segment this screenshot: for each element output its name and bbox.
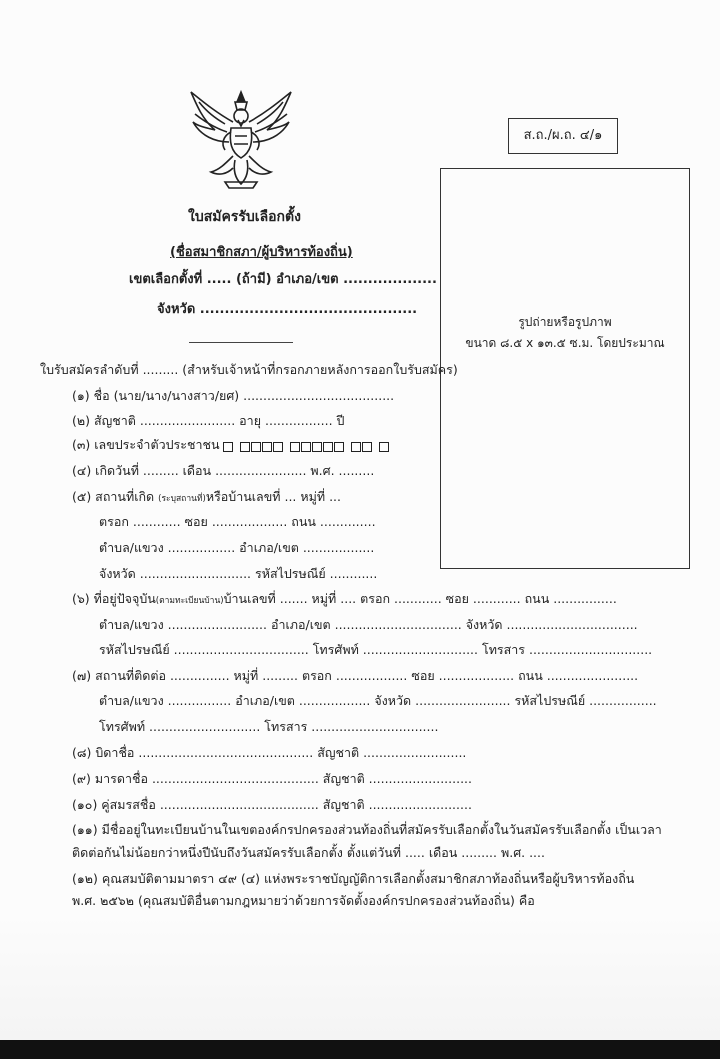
current-address-detail: บ้านเลขที่ ....... หมู่ที่ .... ตรอก ............ ซอย ............ ถนน ................ — [223, 591, 617, 606]
field-name: (๑) ชื่อ (นาย/นาง/นางสาว/ยศ) ...................................... — [72, 388, 395, 403]
field-nationality-age: (๒) สัญชาติ ........................ อายุ ................. ปี — [72, 413, 345, 428]
current-address-label: (๖) ที่อยู่ปัจจุบัน — [72, 591, 156, 606]
field-residency-line-1: (๑๑) มีชื่ออยู่ในทะเบียนบ้านในเขตองค์กรปกครองส่วนท้องถิ่นที่สมัครรับเลือกตั้งในวันสมัครรับเลือกตั้ง เป็นเวลา — [72, 822, 662, 837]
field-birthdate: (๔) เกิดวันที่ ......... เดือน ....................... พ.ศ. ......... — [72, 463, 375, 478]
contact-address-line-2: ตำบล/แขวง ................ อำเภอ/เขต .................. จังหวัด ........................ รหัสไปรษณีย์ ................. — [99, 693, 657, 708]
form-subtitle: (ชื่อสมาชิกสภา/ผู้บริหารท้องถิ่น) — [170, 245, 353, 260]
form-code-box — [508, 118, 618, 154]
field-residency-line-2: ติดต่อกันไม่น้อยกว่าหนึ่งปีนับถึงวันสมัครรับเลือกตั้ง ตั้งแต่วันที่ ..... เดือน ......... พ.ศ. .... — [72, 845, 545, 860]
contact-address-line-3: โทรศัพท์ ............................ โทรสาร ................................ — [99, 719, 439, 734]
birthplace-address: หรือบ้านเลขที่ ... หมู่ที่ ... — [205, 489, 341, 504]
province-line: จังหวัด ............................................ — [157, 302, 418, 317]
blank-page-bottom — [0, 912, 720, 1040]
photo-box-label: รูปถ่ายหรือรูปภาพ — [518, 315, 612, 329]
birthplace-label: (๕) สถานที่เกิด — [72, 489, 155, 504]
field-citizen-id — [72, 435, 390, 455]
current-address-note: (ตามทะเบียนบ้าน) — [155, 596, 224, 606]
bottom-edge-strip — [0, 1040, 720, 1059]
field-qualification-line-1: (๑๒) คุณสมบัติตามมาตรา ๔๙ (๔) แห่งพระราชบัญญัติการเลือกตั้งสมาชิกสภาท้องถิ่นหรือผู้บริหารท้องถิ่น — [72, 871, 635, 886]
birthplace-note: (ระบุสถานที่) — [158, 494, 206, 504]
form-code: ส.ถ./ผ.ถ. ๔/๑ — [523, 128, 603, 143]
receipt-number-line: ใบรับสมัครลำดับที่ ......... (สำหรับเจ้าหน้าที่กรอกภายหลังการออกใบรับสมัคร) — [40, 362, 458, 377]
current-address-line-2: ตำบล/แขวง ......................... อำเภอ/เขต ................................ จังหวัด ................................. — [99, 617, 638, 632]
photo-box — [440, 168, 690, 569]
citizen-id-boxes[interactable] — [223, 438, 390, 453]
citizen-id-label: (๓) เลขประจำตัวประชาชน — [72, 437, 220, 452]
field-current-address — [72, 589, 617, 609]
form-title: ใบสมัครรับเลือกตั้ง — [188, 209, 301, 225]
field-qualification-line-2: พ.ศ. ๒๕๖๒ (คุณสมบัติอื่นตามกฎหมายว่าด้วยการจัดตั้งองค์กรปกครองส่วนท้องถิ่น) คือ — [72, 893, 535, 908]
birthplace-line-3: ตำบล/แขวง ................. อำเภอ/เขต .................. — [99, 540, 375, 555]
photo-box-size: ขนาด ๘.๕ x ๑๓.๕ ซ.ม. โดยประมาณ — [465, 336, 665, 350]
field-mother: (๙) มารดาชื่อ .......................................... สัญชาติ .......................... — [72, 771, 472, 786]
field-father: (๘) บิดาชื่อ ............................................ สัญชาติ .......................... — [72, 745, 467, 760]
divider — [189, 342, 293, 343]
field-spouse: (๑๐) คู่สมรสชื่อ ........................................ สัญชาติ .......................... — [72, 797, 472, 812]
birthplace-line-2: ตรอก ............ ซอย ................... ถนน .............. — [99, 514, 376, 529]
garuda-emblem-icon — [185, 86, 297, 190]
current-address-line-3: รหัสไปรษณีย์ .................................. โทรศัพท์ ............................. โทรสาร ............................... — [99, 642, 653, 657]
field-contact-address: (๗) สถานที่ติดต่อ ............... หมู่ที่ ......... ตรอก .................. ซอย ................... ถนน ....................... — [72, 668, 639, 683]
birthplace-line-4: จังหวัด ............................ รหัสไปรษณีย์ ............ — [99, 566, 378, 581]
district-line: เขตเลือกตั้งที่ ..... (ถ้ามี) อำเภอ/เขต ................... — [129, 272, 437, 287]
field-birthplace — [72, 487, 341, 507]
